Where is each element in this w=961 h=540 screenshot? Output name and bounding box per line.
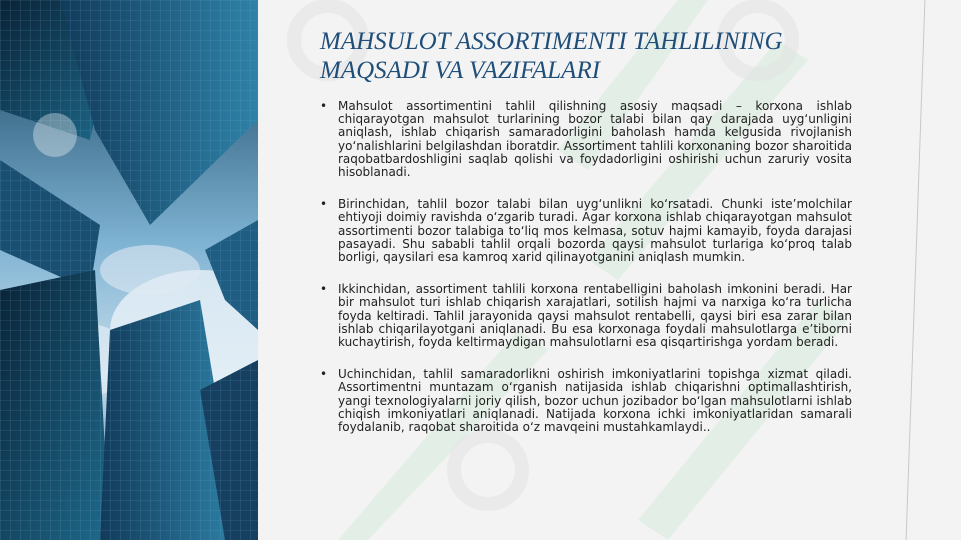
bullet-dot-icon: • — [320, 99, 328, 113]
skyscrapers-photo — [0, 0, 258, 540]
slide-title-line-1: MAHSULOT ASSORTIMENTI TAHLILINING — [320, 28, 783, 55]
bullet-dot-icon: • — [320, 367, 328, 382]
bullet-dot-icon: • — [320, 282, 328, 297]
slide-title-line-2: MAQSADI VA VAZIFALARI — [320, 57, 601, 84]
slide-title — [320, 27, 880, 85]
bullet-text-3: Ikkinchidan, assortiment tahlili korxona rentabelligini baholash imkonini beradi. Har bir mahsulot turi ishlab chiqarish xarajatlari, sotilish hajmi va narxiga ko‘ra turlicha foyda keltiradi. Tahlil jarayonida qaysi mahsulot rentabelli, qaysi biri esa zarar bilan ishlab chiqarilayotgani aniqlanadi. Bu esa korxonaga foydali mahsulotlarga e’tiborni kuchaytirish, foyda keltirmaydigan mahsulotlarni esa qisqartirishga yordam beradi. — [338, 282, 852, 350]
bullet-item-4 — [318, 368, 852, 434]
bullet-list — [318, 100, 852, 434]
bullet-text-1: Mahsulot assortimentini tahlil qilishning asosiy maqsadi – korxona ishlab chiqarayotgan mahsulot turlarining bozor talabi bilan qay darajada uyg‘unligini aniqlash, ishlab chiqarish samaradorligini baholash hamda kelgusida rivojlanish yo‘nalishlarini belgilashdan iboratdir. Assortiment tahlili korxonaning bozor sharoitida raqobatbardoshligini saqlab qolishi va foydadorligini oshirishi uchun zaruriy vosita hisoblanadi. — [338, 99, 852, 180]
bullet-item-1 — [318, 100, 852, 179]
bullet-item-2 — [318, 198, 852, 264]
bullet-text-4: Uchinchidan, tahlil samaradorlikni oshirish imkoniyatlarini topishga xizmat qiladi. Assortimentni muntazam o‘rganish natijasida ishlab chiqarishni optimallashtirish, yangi texnologiyalarni joriy qilish, bozor uchun jozibador bo‘lgan mahsulotlarni ishlab chiqish imkoniyatlari aniqlanadi. Natijada korxona ichki imkoniyatlaridan samarali foydalanib, raqobat sharoitida o‘z mavqeini mustahkamlaydi.. — [338, 367, 852, 435]
bullet-text-2: Birinchidan, tahlil bozor talabi bilan uyg‘unlikni ko‘rsatadi. Chunki iste’molchilar ehtiyoji doimiy ravishda o‘zgarib turadi. Agar korxona ishlab chiqarayotgan mahsulot assortimenti bozor talabiga to‘liq mos kelmasa, sotuv hajmi kamayib, foyda darajasi pasayadi. Shu sababli tahlil orqali bozorda qaysi mahsulot turlariga ko‘proq talab borligi, qaysilari esa kamroq xarid qilinayotganini aniqlash mumkin. — [338, 197, 852, 265]
skyscrapers-illustration — [0, 0, 258, 540]
bullet-item-3 — [318, 283, 852, 349]
bullet-dot-icon: • — [320, 197, 328, 212]
